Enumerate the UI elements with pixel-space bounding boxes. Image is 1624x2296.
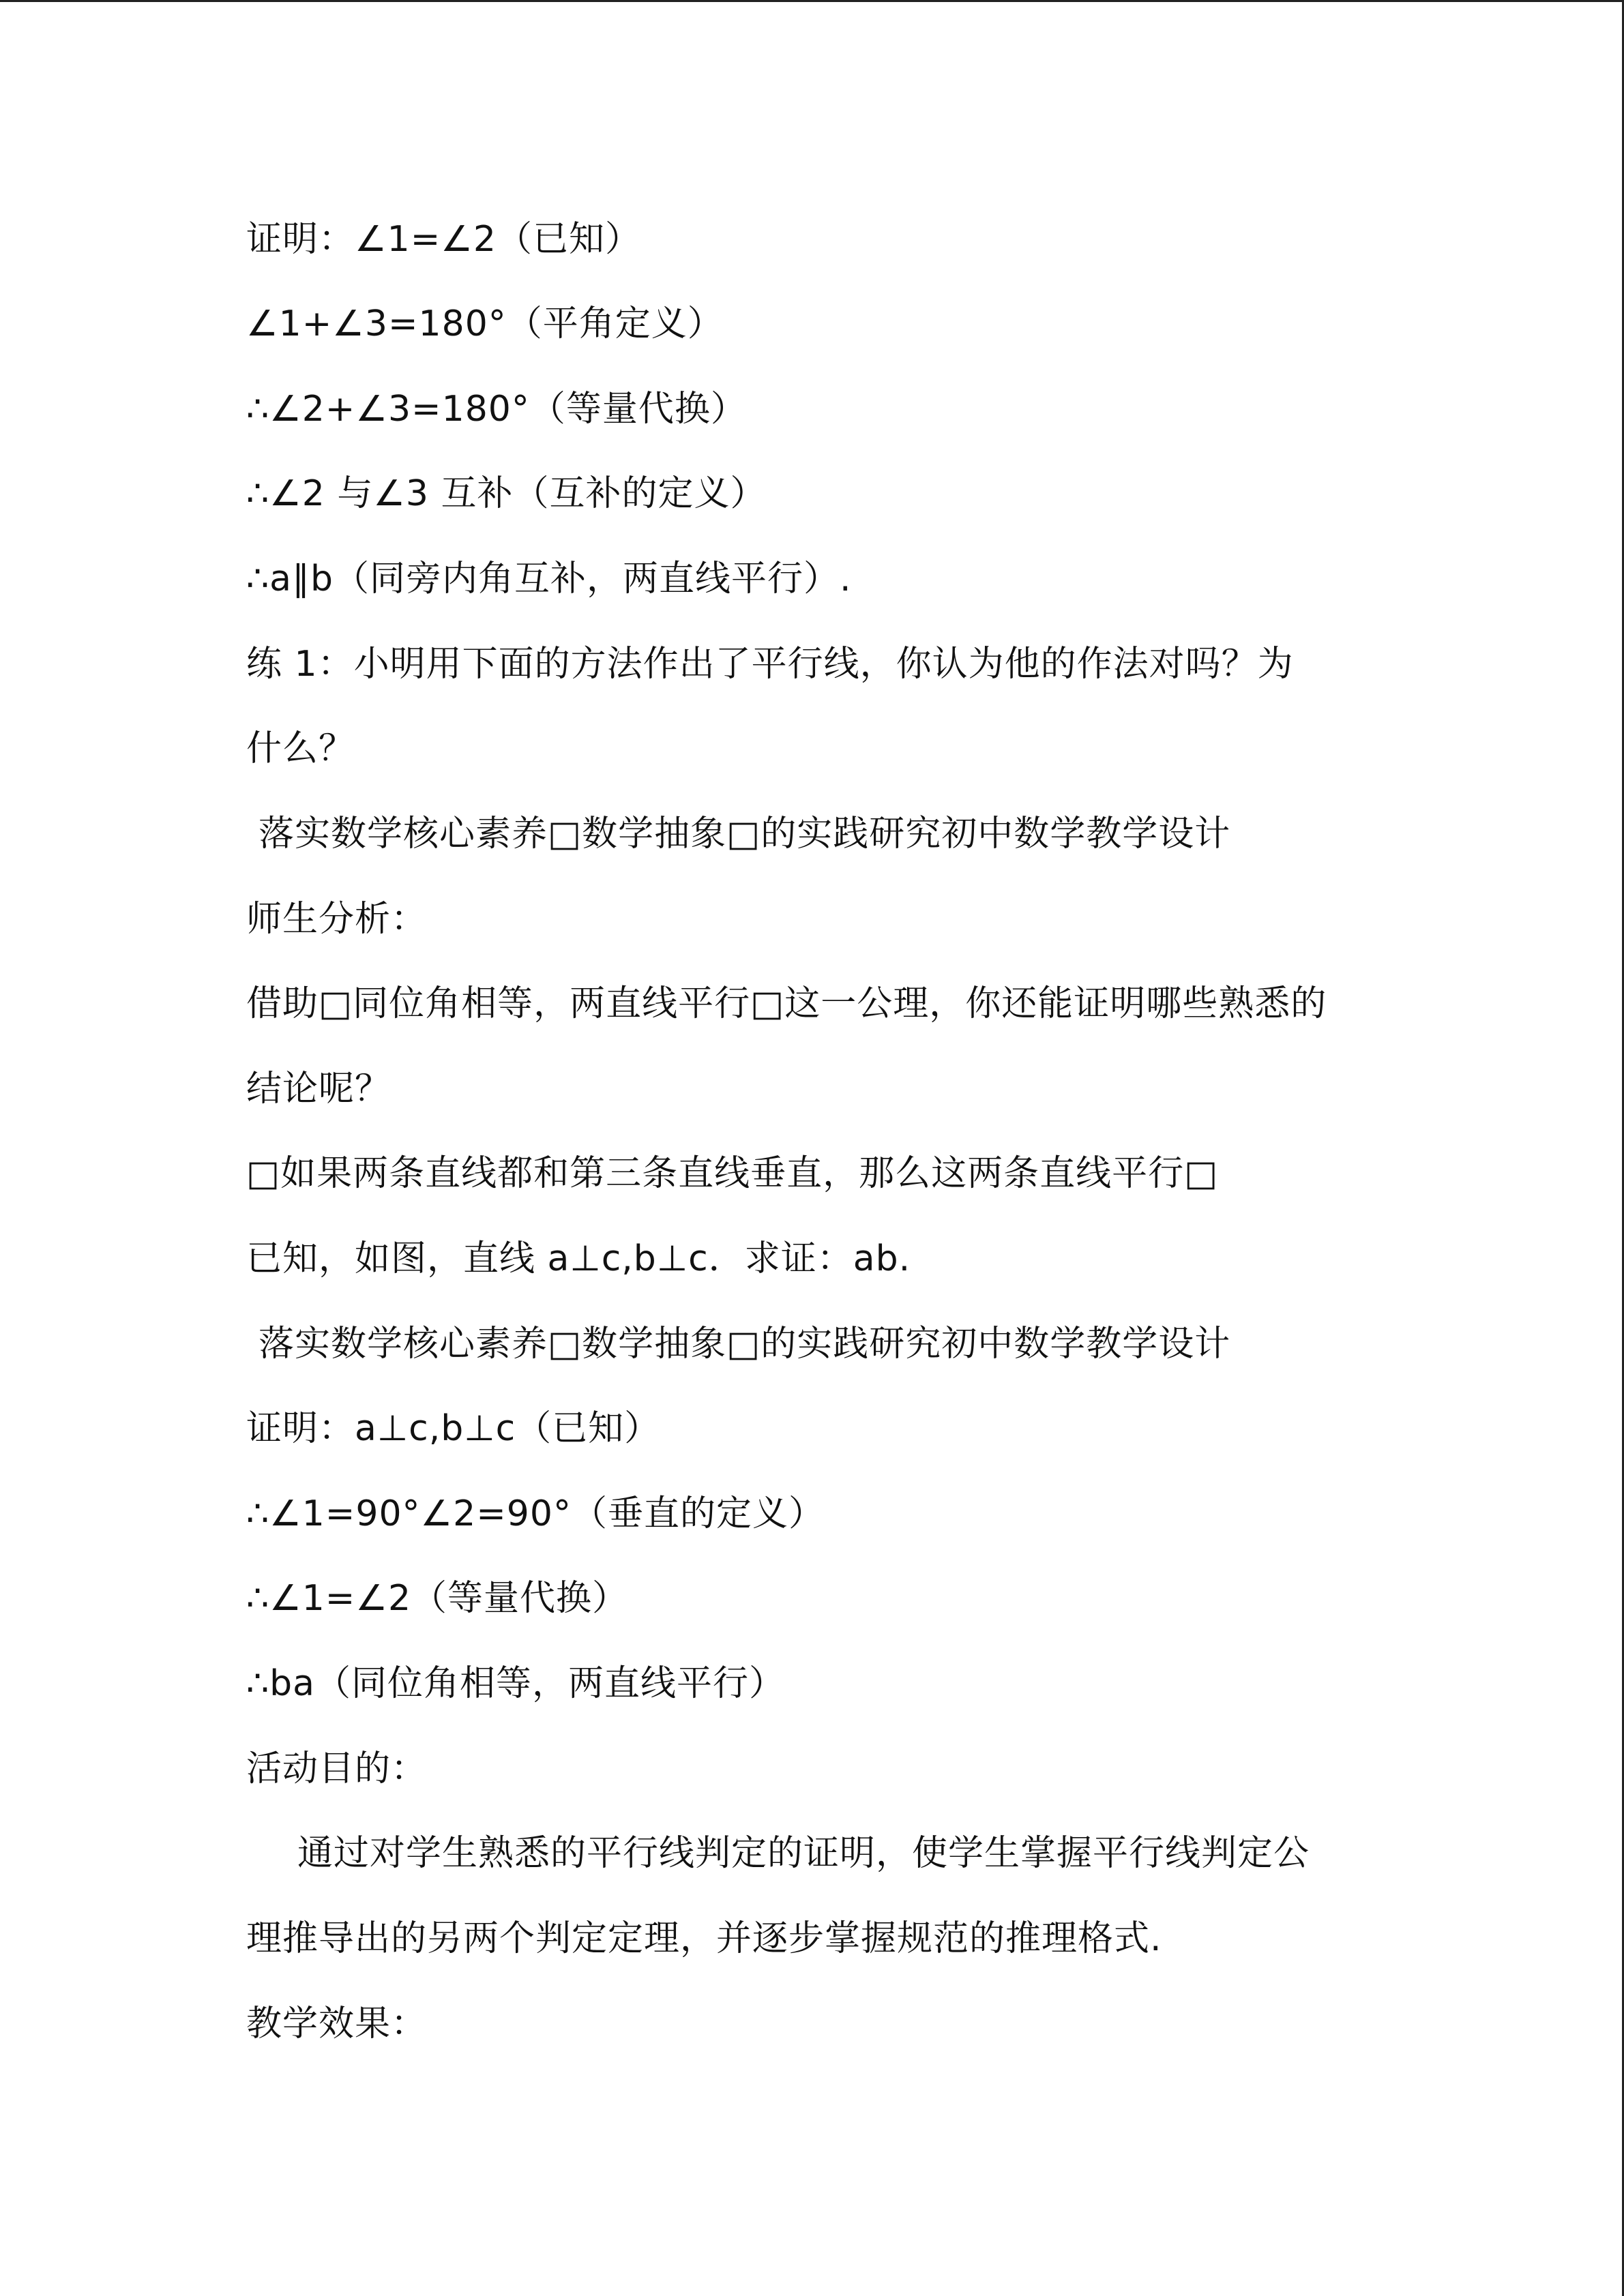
- proof2-line-3: ∴∠1=∠2（等量代换）: [246, 1578, 629, 1619]
- activity-purpose-label: 活动目的：: [246, 1748, 428, 1789]
- page-border-top: [0, 0, 1624, 2]
- analysis-line-1: 借助□同位角相等，两直线平行□这一公理，你还能证明哪些熟悉的: [246, 983, 1327, 1024]
- analysis-label: 师生分析：: [246, 899, 428, 940]
- theorem-statement: □如果两条直线都和第三条直线垂直，那么这两条直线平行□: [246, 1153, 1219, 1194]
- given-statement: 已知，如图，直线 a⊥c,b⊥c．求证：ab.: [246, 1238, 911, 1279]
- exercise-line-2: 什么？: [246, 728, 355, 769]
- proof-line-3: ∴∠2+∠3=180°（等量代换）: [246, 389, 747, 430]
- activity-purpose-line-2: 理推导出的另两个判定定理，并逐步掌握规范的推理格式.: [246, 1918, 1162, 1959]
- proof-line-4: ∴∠2 与∠3 互补（互补的定义）: [246, 473, 767, 514]
- exercise-line-1: 练 1：小明用下面的方法作出了平行线，你认为他的作法对吗？为: [246, 644, 1294, 685]
- proof2-line-2: ∴∠1=90°∠2=90°（垂直的定义）: [246, 1493, 825, 1534]
- section-heading: 落实数学核心素养□数学抽象□的实践研究初中数学教学设计: [259, 814, 1231, 854]
- proof-line-5: ∴a∥b（同旁内角互补，两直线平行）.: [246, 558, 852, 599]
- section-heading-repeat: 落实数学核心素养□数学抽象□的实践研究初中数学教学设计: [259, 1324, 1231, 1365]
- teaching-effect-label: 教学效果：: [246, 2003, 428, 2044]
- proof2-line-1: 证明：a⊥c,b⊥c（已知）: [246, 1408, 661, 1449]
- analysis-line-2: 结论呢？: [246, 1069, 392, 1109]
- activity-purpose-line-1: 通过对学生熟悉的平行线判定的证明，使学生掌握平行线判定公: [297, 1833, 1310, 1874]
- proof-line-2: ∠1+∠3=180°（平角定义）: [246, 303, 724, 344]
- proof2-line-4: ∴ba（同位角相等，两直线平行）: [246, 1663, 785, 1704]
- proof-line-1: 证明：∠1=∠2（已知）: [246, 219, 641, 260]
